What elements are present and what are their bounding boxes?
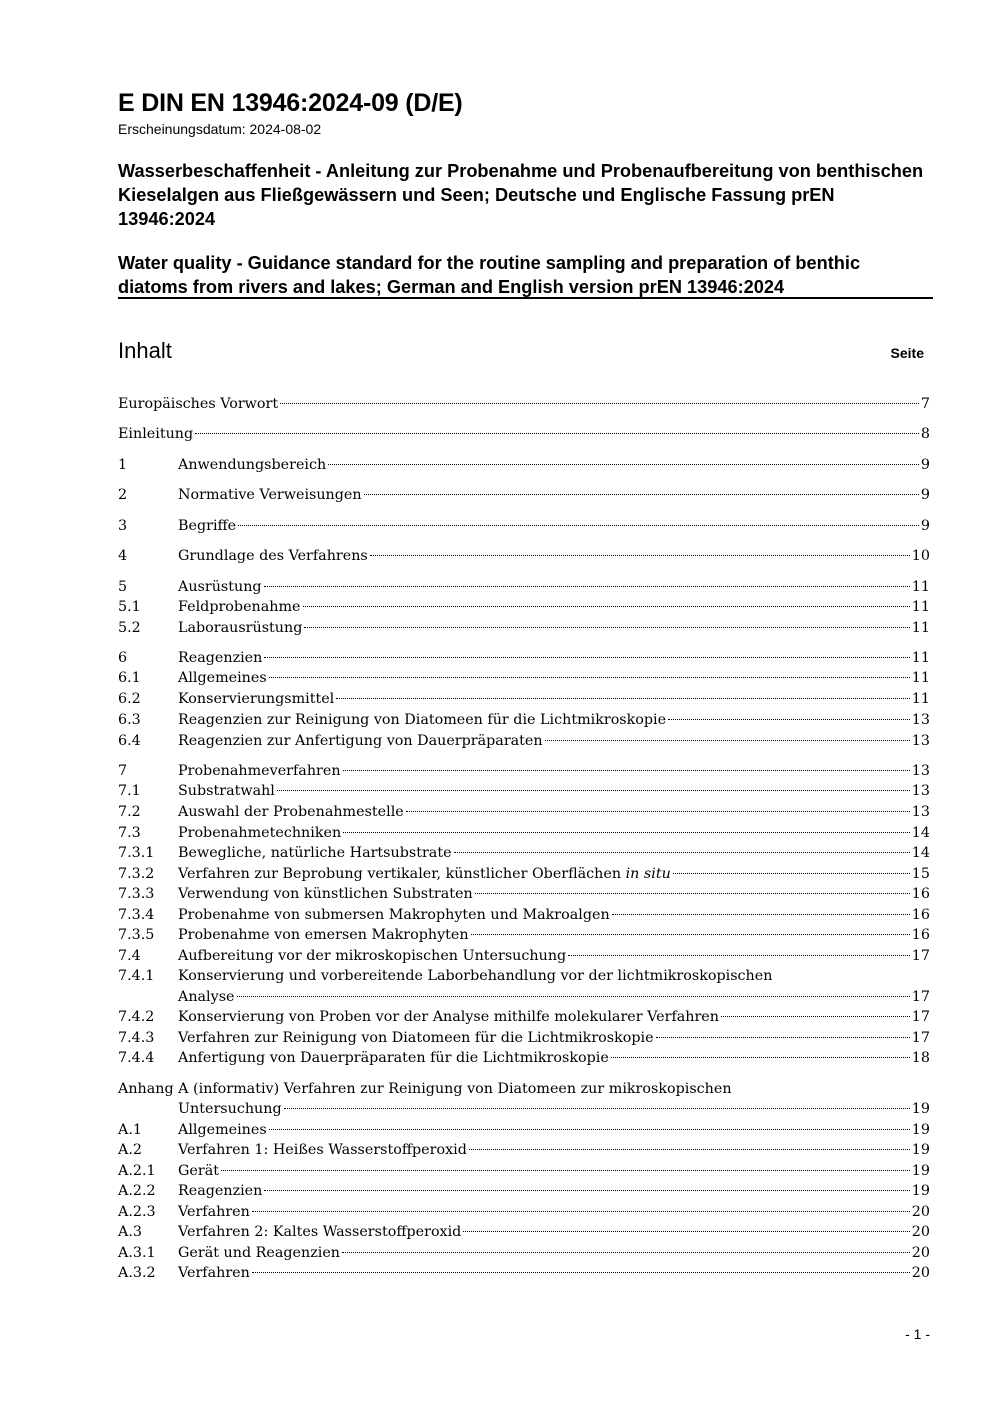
toc-dot-leader: [238, 525, 919, 526]
toc-entry[interactable]: [118, 455, 930, 476]
toc-entry-number: A.2.3: [118, 1204, 156, 1220]
toc-dot-leader: [463, 1231, 909, 1232]
toc-entry-page: 16: [911, 907, 930, 923]
toc-entry-title: Grundlage des Verfahrens: [178, 548, 368, 564]
toc-entry-title: Allgemeines: [178, 1122, 267, 1138]
toc-entry-page: 19: [911, 1101, 930, 1117]
toc-entry-title: Verfahren: [178, 1204, 250, 1220]
toc-entry-number: 7.1: [118, 783, 141, 799]
toc-entry-title: Verfahren 1: Heißes Wasserstoffperoxid: [178, 1142, 467, 1158]
toc-entry-number: 5.1: [118, 599, 141, 615]
toc-entry[interactable]: [118, 1048, 930, 1069]
toc-page-column-heading: Seite: [890, 345, 924, 361]
toc-entry-title: Ausrüstung: [178, 579, 262, 595]
toc-entry-number: 7: [118, 763, 128, 779]
toc-dot-leader: [568, 955, 910, 956]
toc-entry-title: Laborausrüstung: [178, 620, 303, 636]
toc-entry[interactable]: [118, 966, 930, 987]
table-of-contents: [118, 0, 930, 1300]
toc-dot-leader: [221, 1170, 910, 1171]
toc-entry[interactable]: [118, 1161, 930, 1182]
toc-dot-leader: [284, 1108, 910, 1109]
toc-entry[interactable]: [118, 546, 930, 567]
toc-entry-page: 19: [911, 1163, 930, 1179]
toc-entry-title: Substratwahl: [178, 783, 275, 799]
title-german: Wasserbeschaffenheit - Anleitung zur Probenahme und Probenaufbereitung von benthischen Kieselalgen aus Fließgewässern und Seen; Deutsche und Englische Fassung prEN 13946:2024: [118, 161, 924, 229]
toc-entry[interactable]: [118, 761, 930, 782]
toc-entry-title: Reagenzien: [178, 650, 263, 666]
toc-dot-leader: [195, 433, 919, 434]
toc-entry-page: 11: [911, 579, 930, 595]
toc-entry-title-continued: Untersuchung: [178, 1101, 282, 1117]
toc-entry-number: 6.1: [118, 670, 141, 686]
toc-entry-title-continued: Analyse: [178, 989, 235, 1005]
toc-entry-number: 7.3.1: [118, 845, 155, 861]
toc-dot-leader: [280, 403, 919, 404]
toc-dot-leader: [303, 606, 910, 607]
toc-entry-number: 7.3.2: [118, 866, 155, 882]
toc-entry-title: Konservierungsmittel: [178, 691, 335, 707]
toc-dot-leader: [342, 1252, 910, 1253]
toc-entry-number: 7.4.1: [118, 968, 155, 984]
toc-entry-title-italic: in situ: [625, 866, 671, 882]
toc-entry-title: Gerät und Reagenzien: [178, 1245, 340, 1261]
toc-entry[interactable]: [118, 1202, 930, 1223]
toc-dot-leader: [277, 790, 910, 791]
toc-entry-title: Begriffe: [178, 518, 237, 534]
toc-entry-title: Gerät: [178, 1163, 219, 1179]
toc-entry[interactable]: [118, 618, 930, 639]
toc-entry-page: 9: [920, 487, 930, 503]
toc-entry-number: 7.4.2: [118, 1009, 155, 1025]
toc-dot-leader: [545, 740, 910, 741]
toc-entry-page: 9: [920, 457, 930, 473]
toc-entry[interactable]: [118, 731, 930, 752]
toc-dot-leader: [471, 934, 910, 935]
toc-entry[interactable]: [118, 485, 930, 506]
toc-entry-page: 18: [911, 1050, 930, 1066]
toc-entry[interactable]: [118, 925, 930, 946]
toc-entry-page: 13: [911, 712, 930, 728]
toc-dot-leader: [656, 1037, 910, 1038]
toc-entry-number: A.3.1: [118, 1245, 156, 1261]
toc-dot-leader: [343, 770, 910, 771]
toc-entry-page: 20: [911, 1265, 930, 1281]
toc-entry[interactable]: [118, 648, 930, 669]
toc-entry-number: 7.2: [118, 804, 141, 820]
toc-dot-leader: [469, 1149, 910, 1150]
toc-entry-number: 7.4.3: [118, 1030, 155, 1046]
toc-entry-page: 13: [911, 783, 930, 799]
toc-entry[interactable]: [118, 597, 930, 618]
toc-dot-leader: [269, 1129, 910, 1130]
toc-dot-leader: [611, 1057, 910, 1058]
toc-entry-page: 11: [911, 620, 930, 636]
toc-dot-leader: [252, 1272, 910, 1273]
toc-entry-title: Verfahren 2: Kaltes Wasserstoffperoxid: [178, 1224, 462, 1240]
toc-entry-title: Einleitung: [118, 426, 194, 442]
toc-entry-page: 19: [911, 1142, 930, 1158]
toc-dot-leader: [454, 852, 910, 853]
toc-dot-leader: [343, 832, 910, 833]
toc-entry[interactable]: [118, 1140, 930, 1161]
toc-entry-number: 3: [118, 518, 128, 534]
toc-entry-number: 7.4.4: [118, 1050, 155, 1066]
toc-entry-continuation[interactable]: [118, 1099, 930, 1120]
toc-entry-title: Anhang A (informativ) Verfahren zur Reinigung von Diatomeen zur mikroskopischen: [118, 1081, 732, 1097]
toc-dot-leader: [304, 627, 909, 628]
toc-entry-page: 9: [920, 518, 930, 534]
toc-entry-page: 11: [911, 650, 930, 666]
toc-entry-page: 8: [920, 426, 930, 442]
toc-entry[interactable]: [118, 1120, 930, 1141]
toc-entry-number: 5: [118, 579, 128, 595]
toc-entry-page: 11: [911, 691, 930, 707]
toc-entry-page: 7: [920, 396, 930, 412]
toc-entry-page: 20: [911, 1204, 930, 1220]
toc-entry-number: 7.3: [118, 825, 141, 841]
toc-entry-title: Europäisches Vorwort: [118, 396, 279, 412]
toc-entry-number: 2: [118, 487, 128, 503]
toc-entry[interactable]: [118, 424, 930, 445]
toc-entry-page: 15: [911, 866, 930, 882]
toc-entry-title: Anfertigung von Dauerpräparaten für die Lichtmikroskopie: [178, 1050, 609, 1066]
toc-entry-number: A.2.2: [118, 1183, 156, 1199]
toc-entry[interactable]: [118, 1079, 930, 1100]
toc-entry-number: 6: [118, 650, 128, 666]
toc-entry-title: Bewegliche, natürliche Hartsubstrate: [178, 845, 452, 861]
toc-dot-leader: [328, 464, 919, 465]
toc-entry-number: 4: [118, 548, 128, 564]
toc-entry-title: Reagenzien zur Anfertigung von Dauerpräparaten: [178, 733, 543, 749]
toc-entry-page: 17: [911, 1030, 930, 1046]
toc-heading: Inhalt: [118, 338, 172, 363]
toc-entry[interactable]: [118, 864, 930, 885]
toc-entry-number: 7.3.5: [118, 927, 155, 943]
toc-dot-leader: [668, 719, 910, 720]
toc-dot-leader: [264, 586, 910, 587]
toc-entry-page: 14: [911, 845, 930, 861]
toc-dot-leader: [406, 811, 910, 812]
toc-entry[interactable]: [118, 823, 930, 844]
document-id: E DIN EN 13946:2024-09 (D/E): [118, 89, 463, 117]
toc-entry[interactable]: [118, 905, 930, 926]
toc-dot-leader: [364, 494, 919, 495]
toc-entry[interactable]: [118, 1263, 930, 1284]
toc-entry-title: Konservierung von Proben vor der Analyse mithilfe molekularer Verfahren: [178, 1009, 719, 1025]
toc-entry-page: 10: [911, 548, 930, 564]
toc-entry[interactable]: [118, 710, 930, 731]
toc-entry-title: Verfahren: [178, 1265, 250, 1281]
toc-entry[interactable]: [118, 689, 930, 710]
toc-entry-number: 5.2: [118, 620, 141, 636]
toc-entry-title: Reagenzien: [178, 1183, 263, 1199]
toc-entry-title: Verwendung von künstlichen Substraten: [178, 886, 473, 902]
toc-entry-number: 7.3.3: [118, 886, 155, 902]
toc-entry-number: 6.2: [118, 691, 141, 707]
toc-entry-number: 6.3: [118, 712, 141, 728]
toc-entry[interactable]: [118, 884, 930, 905]
toc-entry-number: A.3.2: [118, 1265, 156, 1281]
toc-entry-page: 16: [911, 927, 930, 943]
toc-dot-leader: [252, 1211, 910, 1212]
toc-entry-title: Probenahme von submersen Makrophyten und Makroalgen: [178, 907, 610, 923]
toc-entry-page: 11: [911, 670, 930, 686]
toc-dot-leader: [673, 873, 910, 874]
toc-entry-title: Feldprobenahme: [178, 599, 301, 615]
toc-entry-title: Reagenzien zur Reinigung von Diatomeen für die Lichtmikroskopie: [178, 712, 667, 728]
toc-entry-title: Allgemeines: [178, 670, 267, 686]
toc-entry[interactable]: [118, 516, 930, 537]
toc-entry[interactable]: [118, 1007, 930, 1028]
toc-dot-leader: [370, 555, 910, 556]
toc-entry-number: A.2.1: [118, 1163, 156, 1179]
toc-entry[interactable]: [118, 1222, 930, 1243]
toc-entry-page: 19: [911, 1183, 930, 1199]
toc-entry[interactable]: [118, 843, 930, 864]
toc-entry-title: Probenahmeverfahren: [178, 763, 341, 779]
page-number: - 1 -: [905, 1326, 930, 1342]
toc-entry-page: 13: [911, 733, 930, 749]
toc-entry-title: Probenahmetechniken: [178, 825, 342, 841]
title-english: Water quality - Guidance standard for the routine sampling and preparation of benthic diatoms from rivers and lakes; German and English version prEN 13946:2024: [118, 253, 861, 297]
toc-entry-page: 11: [911, 599, 930, 615]
toc-entry-number: A.3: [118, 1224, 142, 1240]
toc-dot-leader: [612, 914, 910, 915]
toc-entry[interactable]: [118, 802, 930, 823]
toc-entry[interactable]: [118, 1243, 930, 1264]
toc-entry-title: Anwendungsbereich: [178, 457, 327, 473]
toc-entry-title: Normative Verweisungen: [178, 487, 362, 503]
toc-entry-title: Auswahl der Probenahmestelle: [178, 804, 404, 820]
toc-dot-leader: [475, 893, 910, 894]
toc-entry-page: 17: [911, 948, 930, 964]
toc-entry-title: Aufbereitung vor der mikroskopischen Untersuchung: [178, 948, 567, 964]
toc-entry-page: 13: [911, 763, 930, 779]
toc-entry-page: 17: [911, 1009, 930, 1025]
toc-entry-number: A.2: [118, 1142, 142, 1158]
toc-entry-page: 14: [911, 825, 930, 841]
toc-dot-leader: [269, 677, 910, 678]
toc-dot-leader: [264, 1190, 909, 1191]
toc-entry-page: 20: [911, 1245, 930, 1261]
toc-entry-page: 20: [911, 1224, 930, 1240]
toc-entry-number: 6.4: [118, 733, 141, 749]
toc-entry[interactable]: [118, 577, 930, 598]
toc-entry-number: A.1: [118, 1122, 142, 1138]
toc-entry[interactable]: [118, 668, 930, 689]
toc-entry-page: 19: [911, 1122, 930, 1138]
toc-entry-number: 1: [118, 457, 128, 473]
toc-dot-leader: [336, 698, 910, 699]
toc-entry-number: 7.4: [118, 948, 141, 964]
toc-entry[interactable]: [118, 781, 930, 802]
toc-dot-leader: [721, 1016, 910, 1017]
toc-dot-leader: [264, 657, 909, 658]
toc-entry-number: 7.3.4: [118, 907, 155, 923]
toc-entry-title: Verfahren zur Beprobung vertikaler, künstlicher Oberflächen in situ: [178, 866, 671, 882]
toc-dot-leader: [237, 996, 910, 997]
toc-entry-title: Probenahme von emersen Makrophyten: [178, 927, 469, 943]
toc-entry-continuation[interactable]: [118, 987, 930, 1008]
toc-entry[interactable]: [118, 1028, 930, 1049]
toc-entry[interactable]: [118, 946, 930, 967]
toc-entry-page: 13: [911, 804, 930, 820]
toc-entry[interactable]: [118, 1181, 930, 1202]
toc-entry[interactable]: [118, 394, 930, 415]
toc-entry-page: 17: [911, 989, 930, 1005]
toc-entry-title: Konservierung und vorbereitende Laborbehandlung vor der lichtmikroskopischen: [178, 968, 773, 984]
toc-entry-title: Verfahren zur Reinigung von Diatomeen für die Lichtmikroskopie: [178, 1030, 654, 1046]
toc-entry-page: 16: [911, 886, 930, 902]
publication-date: Erscheinungsdatum: 2024-08-02: [118, 121, 322, 137]
